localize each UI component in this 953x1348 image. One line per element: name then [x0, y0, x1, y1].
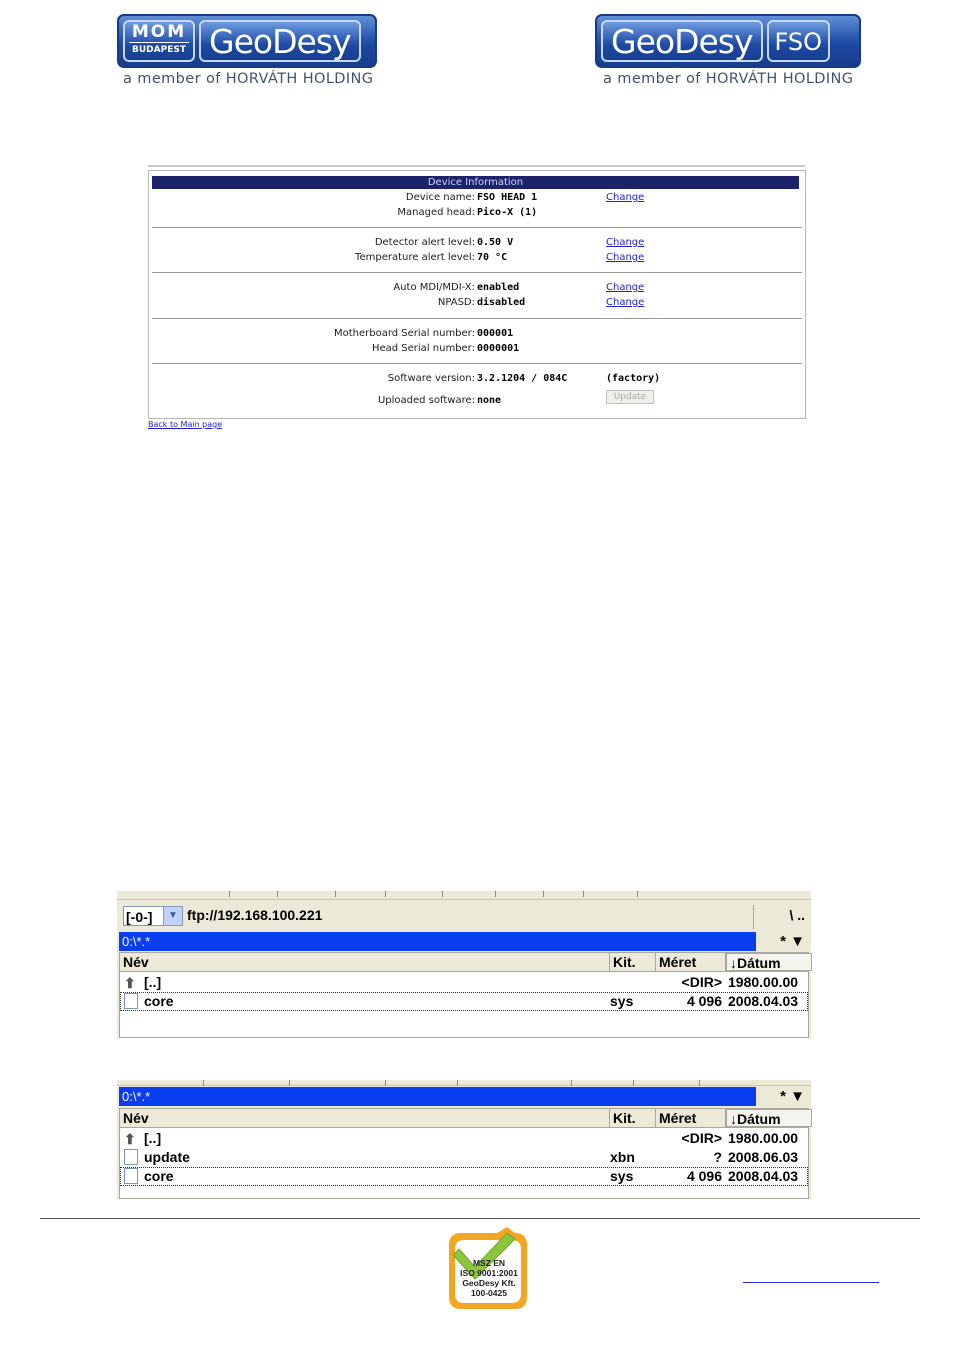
panel-divider [148, 165, 805, 167]
managed-head-label: Managed head: [397, 207, 475, 218]
motherboard-serial-label: Motherboard Serial number: [333, 328, 475, 339]
change-device-name-link[interactable]: Change [606, 192, 645, 203]
factory-tag: (factory) [606, 373, 661, 384]
row-uploaded-software [149, 394, 805, 408]
row-software-version [149, 372, 805, 386]
local-file-panel [117, 1080, 811, 1199]
logo-tagline: a member of HORVÁTH HOLDING [603, 71, 854, 87]
column-name[interactable]: Név [120, 953, 610, 971]
panel-title: Device Information [152, 176, 799, 189]
head-serial-value: 0000001 [477, 343, 520, 354]
temperature-alert-value: 70 °C [477, 252, 508, 263]
uploaded-software-value: none [477, 395, 502, 406]
software-version-value: 3.2.1204 / 084C [477, 373, 568, 384]
column-size[interactable]: Méret [656, 1109, 726, 1127]
iso-badge-text: MSZ EN ISO 9001:2001 GeoDesy Kft. 100-0425 [460, 1258, 518, 1298]
mom-budapest-badge: MOM BUDAPEST [123, 20, 195, 62]
separator [152, 318, 802, 319]
separator [152, 227, 802, 228]
list-item[interactable]: ⬆ [..] <DIR> 1980.00.00 [124, 1130, 799, 1147]
change-auto-mdi-link[interactable]: Change [606, 282, 645, 293]
filter-dropdown[interactable]: * ▼ [780, 1088, 805, 1105]
row-motherboard-serial [149, 327, 805, 341]
logo-wordmark: GeoDesy [601, 20, 763, 62]
row-npasd [149, 296, 805, 310]
device-name-value: FSO HEAD 1 [477, 192, 538, 203]
up-folder-icon: ⬆ [124, 1131, 136, 1147]
file-icon [124, 993, 138, 1009]
iso-certification-badge [445, 1227, 530, 1311]
separator [152, 272, 802, 273]
row-temperature-alert [149, 251, 805, 265]
list-item[interactable]: update xbn ? 2008.06.03 [120, 1148, 808, 1167]
root-parent-buttons[interactable]: \ .. [789, 907, 805, 923]
column-date[interactable]: ↓Dátum [726, 953, 812, 971]
address-bar [117, 903, 811, 931]
temperature-alert-label: Temperature alert level: [355, 252, 475, 263]
detector-alert-label: Detector alert level: [374, 237, 475, 248]
geodesy-mom-logo [117, 14, 377, 87]
toolbar-strip [117, 1080, 811, 1086]
chevron-down-icon[interactable]: ▼ [163, 907, 182, 925]
path-bar: 0:\*.* [119, 932, 756, 951]
detector-alert-value: 0.50 V [477, 237, 514, 248]
device-name-label: Device name: [405, 192, 475, 203]
auto-mdi-value: enabled [477, 282, 520, 293]
filter-dropdown[interactable]: * ▼ [780, 933, 805, 950]
device-information-panel [148, 170, 806, 419]
change-npasd-link[interactable]: Change [606, 297, 645, 308]
uploaded-software-label: Uploaded software: [377, 395, 475, 406]
ftp-address: ftp://192.168.100.221 [187, 907, 323, 923]
separator [152, 363, 802, 364]
file-list [119, 952, 809, 1038]
row-managed-head [149, 206, 805, 220]
column-ext[interactable]: Kit. [610, 1109, 656, 1127]
change-temperature-alert-link[interactable]: Change [606, 252, 645, 263]
npasd-label: NPASD: [437, 297, 475, 308]
list-item[interactable]: core sys 4 096 2008.04.03 [120, 1167, 808, 1186]
logo-wordmark: GeoDesy [199, 20, 361, 62]
file-list-header [120, 953, 808, 972]
managed-head-value: Pico-X (1) [477, 207, 538, 218]
footer-divider [40, 1218, 920, 1219]
file-icon [124, 1149, 138, 1165]
toolbar-strip [117, 891, 811, 900]
column-date[interactable]: ↓Dátum [726, 1109, 812, 1127]
list-item[interactable]: core sys 4 096 2008.04.03 [120, 992, 808, 1011]
footer-link[interactable] [743, 1282, 879, 1283]
geodesy-fso-logo [595, 14, 861, 87]
up-folder-icon: ⬆ [124, 975, 136, 991]
column-size[interactable]: Méret [656, 953, 726, 971]
file-list-header [120, 1109, 808, 1128]
head-serial-label: Head Serial number: [371, 343, 475, 354]
row-device-name [149, 191, 805, 205]
drive-select[interactable]: [-0-] ▼ [123, 906, 183, 926]
ftp-file-panel [117, 891, 811, 1038]
file-icon [124, 1168, 138, 1184]
logo-tagline: a member of HORVÁTH HOLDING [123, 71, 374, 87]
motherboard-serial-value: 000001 [477, 328, 514, 339]
row-detector-alert [149, 236, 805, 250]
column-name[interactable]: Név [120, 1109, 610, 1127]
update-button[interactable]: Update [606, 390, 654, 404]
back-to-main-link[interactable]: Back to Main page [148, 420, 223, 429]
auto-mdi-label: Auto MDI/MDI-X: [393, 282, 475, 293]
file-list [119, 1108, 809, 1199]
software-version-label: Software version: [387, 373, 475, 384]
row-auto-mdi [149, 281, 805, 295]
path-bar: 0:\*.* [119, 1087, 756, 1106]
list-item[interactable]: ⬆ [..] <DIR> 1980.00.00 [124, 974, 799, 991]
npasd-value: disabled [477, 297, 526, 308]
column-ext[interactable]: Kit. [610, 953, 656, 971]
row-head-serial [149, 342, 805, 356]
change-detector-alert-link[interactable]: Change [606, 237, 645, 248]
fso-badge: FSO [767, 20, 831, 62]
